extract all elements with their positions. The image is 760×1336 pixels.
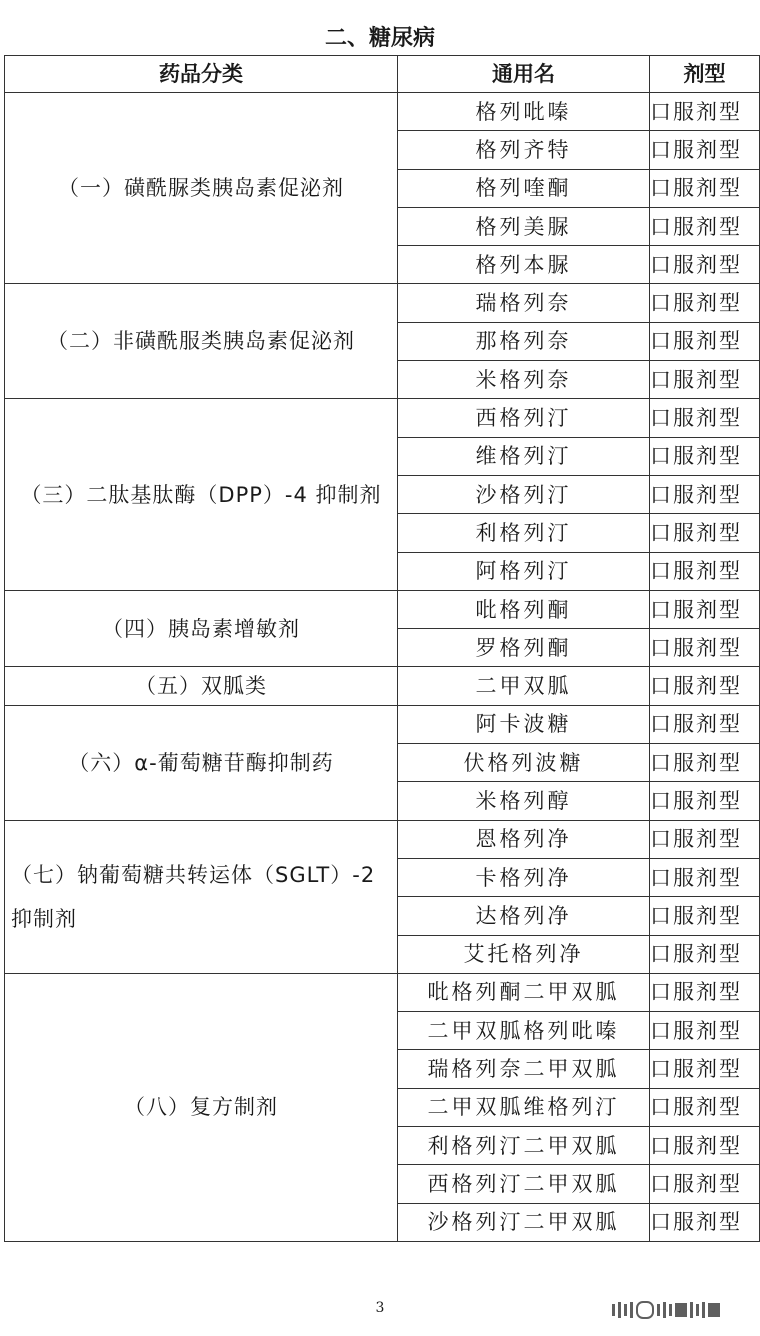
table-row: [5, 93, 760, 131]
category-cell: （六）α-葡萄糖苷酶抑制药: [5, 705, 398, 820]
table-row: [5, 399, 760, 437]
dosage-form-cell: 口服剂型: [650, 284, 760, 322]
table-header-row: [5, 56, 760, 93]
header-category: 药品分类: [5, 56, 398, 93]
dosage-form-cell: 口服剂型: [650, 131, 760, 169]
drug-table-body: [5, 93, 760, 1242]
dosage-form-cell: 口服剂型: [650, 399, 760, 437]
dosage-form-cell: 口服剂型: [650, 246, 760, 284]
generic-name-cell: 罗格列酮: [398, 629, 650, 667]
generic-name-cell: 吡格列酮二甲双胍: [398, 973, 650, 1011]
generic-name-cell: 瑞格列奈: [398, 284, 650, 322]
dosage-form-cell: 口服剂型: [650, 169, 760, 207]
dosage-form-cell: 口服剂型: [650, 514, 760, 552]
generic-name-cell: 沙格列汀: [398, 475, 650, 513]
dosage-form-cell: 口服剂型: [650, 935, 760, 973]
dosage-form-cell: 口服剂型: [650, 1012, 760, 1050]
generic-name-cell: 米格列奈: [398, 361, 650, 399]
category-cell: （七）钠葡萄糖共转运体（SGLT）-2 抑制剂: [5, 820, 398, 973]
category-cell: （五）双胍类: [5, 667, 398, 705]
generic-name-cell: 达格列净: [398, 897, 650, 935]
generic-name-cell: 恩格列净: [398, 820, 650, 858]
header-dosage-form: 剂型: [650, 56, 760, 93]
table-row: [5, 590, 760, 628]
dosage-form-cell: 口服剂型: [650, 361, 760, 399]
header-generic-name: 通用名: [398, 56, 650, 93]
dosage-form-cell: 口服剂型: [650, 820, 760, 858]
dosage-form-cell: 口服剂型: [650, 1127, 760, 1165]
table-row: [5, 820, 760, 858]
generic-name-cell: 格列吡嗪: [398, 93, 650, 131]
generic-name-cell: 二甲双胍维格列汀: [398, 1088, 650, 1126]
generic-name-cell: 格列美脲: [398, 207, 650, 245]
dosage-form-cell: 口服剂型: [650, 705, 760, 743]
page-number: 3: [375, 1300, 385, 1316]
generic-name-cell: 那格列奈: [398, 322, 650, 360]
dosage-form-cell: 口服剂型: [650, 93, 760, 131]
generic-name-cell: 二甲双胍: [398, 667, 650, 705]
generic-name-cell: 瑞格列奈二甲双胍: [398, 1050, 650, 1088]
category-cell: （一）磺酰脲类胰岛素促泌剂: [5, 93, 398, 284]
generic-name-cell: 维格列汀: [398, 437, 650, 475]
category-cell: （二）非磺酰服类胰岛素促泌剂: [5, 284, 398, 399]
generic-name-cell: 沙格列汀二甲双胍: [398, 1203, 650, 1241]
generic-name-cell: 格列本脲: [398, 246, 650, 284]
category-cell: （三）二肽基肽酶（DPP）-4 抑制剂: [5, 399, 398, 590]
generic-name-cell: 阿卡波糖: [398, 705, 650, 743]
generic-name-cell: 阿格列汀: [398, 552, 650, 590]
generic-name-cell: 伏格列波糖: [398, 744, 650, 782]
generic-name-cell: 艾托格列净: [398, 935, 650, 973]
dosage-form-cell: 口服剂型: [650, 897, 760, 935]
table-row: [5, 284, 760, 322]
dosage-form-cell: 口服剂型: [650, 744, 760, 782]
table-row: [5, 667, 760, 705]
dosage-form-cell: 口服剂型: [650, 322, 760, 360]
generic-name-cell: 卡格列净: [398, 858, 650, 896]
generic-name-cell: 米格列醇: [398, 782, 650, 820]
dosage-form-cell: 口服剂型: [650, 667, 760, 705]
dosage-form-cell: 口服剂型: [650, 782, 760, 820]
category-cell: （八）复方制剂: [5, 973, 398, 1241]
watermark-logo: [612, 1297, 758, 1323]
generic-name-cell: 西格列汀二甲双胍: [398, 1165, 650, 1203]
dosage-form-cell: 口服剂型: [650, 475, 760, 513]
dosage-form-cell: 口服剂型: [650, 437, 760, 475]
table-row: [5, 705, 760, 743]
dosage-form-cell: 口服剂型: [650, 629, 760, 667]
dosage-form-cell: 口服剂型: [650, 207, 760, 245]
category-cell: （四）胰岛素增敏剂: [5, 590, 398, 667]
dosage-form-cell: 口服剂型: [650, 590, 760, 628]
dosage-form-cell: 口服剂型: [650, 1088, 760, 1126]
document-title: 二、糖尿病: [324, 25, 435, 51]
drug-table: [4, 55, 760, 1242]
dosage-form-cell: 口服剂型: [650, 858, 760, 896]
dosage-form-cell: 口服剂型: [650, 1165, 760, 1203]
generic-name-cell: 利格列汀: [398, 514, 650, 552]
dosage-form-cell: 口服剂型: [650, 552, 760, 590]
generic-name-cell: 利格列汀二甲双胍: [398, 1127, 650, 1165]
generic-name-cell: 二甲双胍格列吡嗪: [398, 1012, 650, 1050]
generic-name-cell: 吡格列酮: [398, 590, 650, 628]
dosage-form-cell: 口服剂型: [650, 1203, 760, 1241]
generic-name-cell: 格列齐特: [398, 131, 650, 169]
generic-name-cell: 格列喹酮: [398, 169, 650, 207]
dosage-form-cell: 口服剂型: [650, 973, 760, 1011]
generic-name-cell: 西格列汀: [398, 399, 650, 437]
table-row: [5, 973, 760, 1011]
dosage-form-cell: 口服剂型: [650, 1050, 760, 1088]
